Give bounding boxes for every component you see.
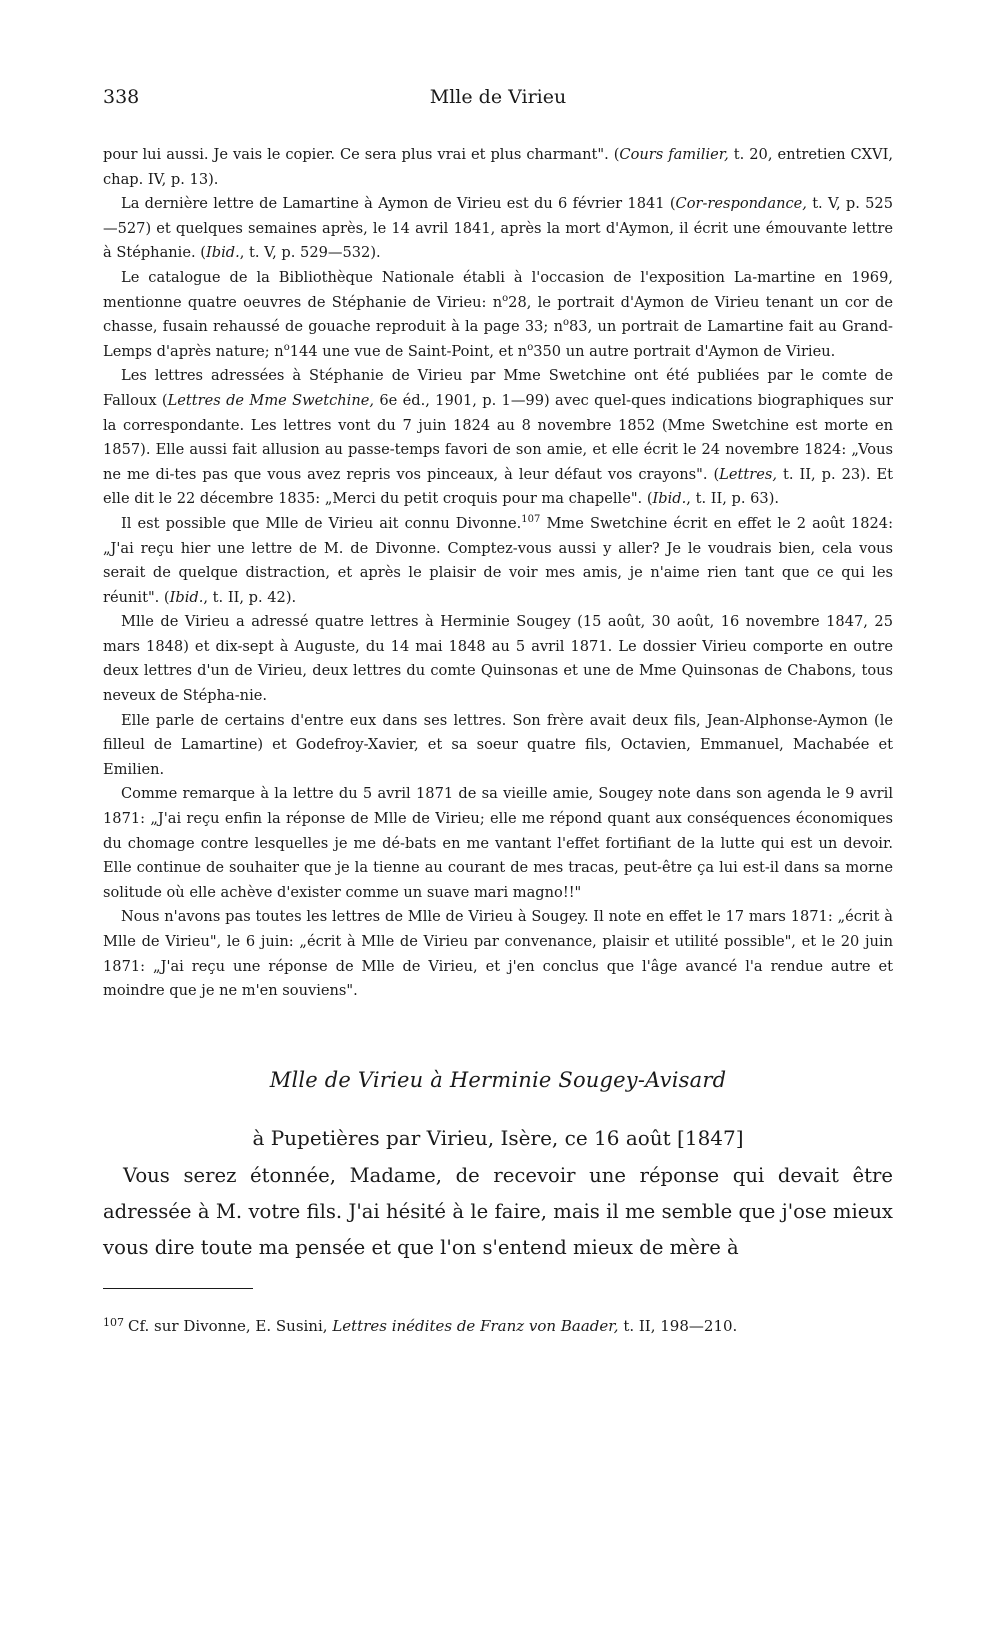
- notes-paragraph: [103, 512, 893, 610]
- notes-paragraph: [103, 192, 893, 266]
- notes-paragraph: [103, 905, 893, 1003]
- text-run: 28, le portrait d'Aymon de Virieu tenant un cor de chasse, fusain rehaussé de gouache reproduit à la page 33; n: [103, 293, 893, 336]
- superscript: o: [502, 292, 509, 304]
- text-run: Mme Swetchine écrit en effet le 2 août 1824: „J'ai reçu hier une lettre de M. de Divonne. Comptez-vous aussi y aller? Je le voudrais bien, cela vous serait de quelque distraction, et après le plaisir de voir mes amis, je n'aime rien tant que ce qui les réunit". (: [103, 514, 893, 606]
- text-run: t. V, p. 525—527) et quelques semaines après, le 14 avril 1841, après la mort d'Aymon, il écrit une émouvante lettre à Stéphanie. (: [103, 195, 893, 262]
- text-run: Comme remarque à la lettre du 5 avril 1871 de sa vieille amie, Sougey note dans son agenda le 9 avril 1871: „J'ai reçu enfin la réponse de Mlle de Virieu; elle me répond quant aux conséquences économiques du chomage contre lesquelles je me dé-bats en me vantant l'effet fortifiant de la lutte qui est un devoir. Elle continue de souhaiter que je la tienne au courant de mes tracas, peut-être ça lui est-il dans sa morne solitude où elle achève d'exister comme un suave mari magno!!": [103, 785, 893, 901]
- italic-title: Ibid.: [205, 244, 240, 262]
- running-head: [103, 86, 893, 116]
- superscript: o: [283, 341, 290, 353]
- commentary-notes: [103, 143, 893, 1004]
- letter-heading: Mlle de Virieu à Herminie Sougey-Avisard: [269, 1067, 727, 1092]
- running-title: Mlle de Virieu: [429, 86, 567, 108]
- text-run: Mlle de Virieu a adressé quatre lettres à Herminie Sougey (15 août, 30 août, 16 novembre 1847, 25 mars 1848) et dix-sept à Auguste, du 14 mai 1848 au 5 avril 1871. Le dossier Virieu comporte en outre deux lettres d'un de Virieu, deux lettres du comte Quinsonas et une de Mme Quinsonas de Chabons, tous neveux de Stépha-nie.: [103, 613, 893, 705]
- footnote-number: 107: [103, 1315, 124, 1329]
- italic-title: Ibid.: [169, 588, 204, 606]
- text-run: 6e éd., 1901, p. 1—99) avec quel-ques indications biographiques sur la correspondante. Les lettres vont du 7 juin 1824 au 8 novembre 1852 (Mme Swetchine est morte en 1857). Elle aussi fait allusion au passe-temps favori de son amie, et elle écrit le 24 novembre 1824: „Vous ne me di-tes pas que vous avez repris vos pinceaux, à leur défaut vos crayons". (: [103, 391, 893, 483]
- letter-dateline: à Pupetières par Virieu, Isère, ce 16 août [1847]: [252, 1125, 744, 1150]
- notes-paragraph: [103, 709, 893, 783]
- text-run: Les lettres adressées à Stéphanie de Virieu par Mme Swetchine ont été publiées par le comte de Falloux (: [103, 367, 893, 409]
- text-run: t. 20, entretien CXVI, chap. IV, p. 13).: [103, 146, 893, 188]
- text-run: Elle parle de certains d'entre eux dans ses lettres. Son frère avait deux fils, Jean-Alphonse-Aymon (le filleul de Lamartine) et Godefroy-Xavier, et sa soeur quatre fils, Octavien, Emmanuel, Machabée et Emilien.: [103, 711, 893, 778]
- footnote-rule: [103, 1288, 253, 1289]
- letter-paragraph: Vous serez étonnée, Madame, de recevoir une réponse qui devait être adressée à M. votre fils. J'ai hésité à le faire, mais il me semble que j'ose mieux vous dire toute ma pensée et que l'on s'entend mieux de mère à: [103, 1163, 893, 1259]
- notes-paragraph: [103, 782, 893, 905]
- text-run: Cf. sur Divonne, E. Susini,: [128, 1316, 333, 1335]
- book-page: [103, 86, 893, 1336]
- footnote-text: [128, 1317, 737, 1335]
- text-run: Le catalogue de la Bibliothèque Nationale établi à l'occasion de l'exposition La-martine en 1969, mentionne quatre oeuvres de Stéphanie de Virieu: n: [103, 268, 893, 311]
- superscript: o: [527, 341, 534, 353]
- italic-title: Lettres inédites de Franz von Baader,: [332, 1316, 619, 1335]
- italic-title: Lettres,: [719, 465, 777, 483]
- italic-title: Ibid.: [652, 490, 687, 508]
- italic-title: Cours familier,: [619, 146, 729, 163]
- page-number: 338: [103, 86, 140, 108]
- text-run: Il est possible que Mlle de Virieu ait connu Divonne.: [121, 514, 522, 532]
- text-run: , t. V, p. 529—532).: [239, 244, 381, 262]
- superscript: o: [562, 317, 570, 329]
- text-run: pour lui aussi. Je vais le copier. Ce sera plus vrai et plus charmant". (: [103, 146, 620, 163]
- notes-paragraph: [103, 266, 893, 364]
- italic-title: Cor-respondance,: [675, 195, 807, 213]
- notes-paragraph: [103, 610, 893, 708]
- footnote: [103, 1313, 893, 1336]
- text-run: , t. II, p. 42).: [203, 588, 297, 606]
- text-run: 144 une vue de Saint-Point, et n: [289, 342, 528, 360]
- italic-title: Lettres de Mme Swetchine,: [167, 391, 375, 409]
- text-run: Nous n'avons pas toutes les lettres de Mlle de Virieu à Sougey. Il note en effet le 17 mars 1871: „écrit à Mlle de Virieu", le 6 juin: „écrit à Mlle de Virieu par convenance, plaisir et utilité possible", et le 20 juin 1871: „J'ai reçu une réponse de Mlle de Virieu, et j'en conclus que l'âge avancé l'a rendue autre et moindre que je ne m'en souviens".: [103, 908, 893, 1000]
- text-run: t. II, 198—210.: [618, 1316, 738, 1335]
- text-run: , t. II, p. 63).: [686, 490, 780, 508]
- notes-paragraph: [103, 143, 893, 192]
- text-run: 83, un portrait de Lamartine fait au Grand-Lemps d'après nature; n: [103, 318, 893, 360]
- notes-paragraph: [103, 364, 893, 512]
- text-run: 350 un autre portrait d'Aymon de Virieu.: [533, 342, 836, 360]
- text-run: La dernière lettre de Lamartine à Aymon de Virieu est du 6 février 1841 (: [121, 195, 676, 213]
- text-run: t. II, p. 23). Et elle dit le 22 décembre 1835: „Merci du petit croquis pour ma chapelle". (: [103, 465, 893, 508]
- letter-body: [103, 1158, 893, 1266]
- superscript: 107: [521, 514, 541, 526]
